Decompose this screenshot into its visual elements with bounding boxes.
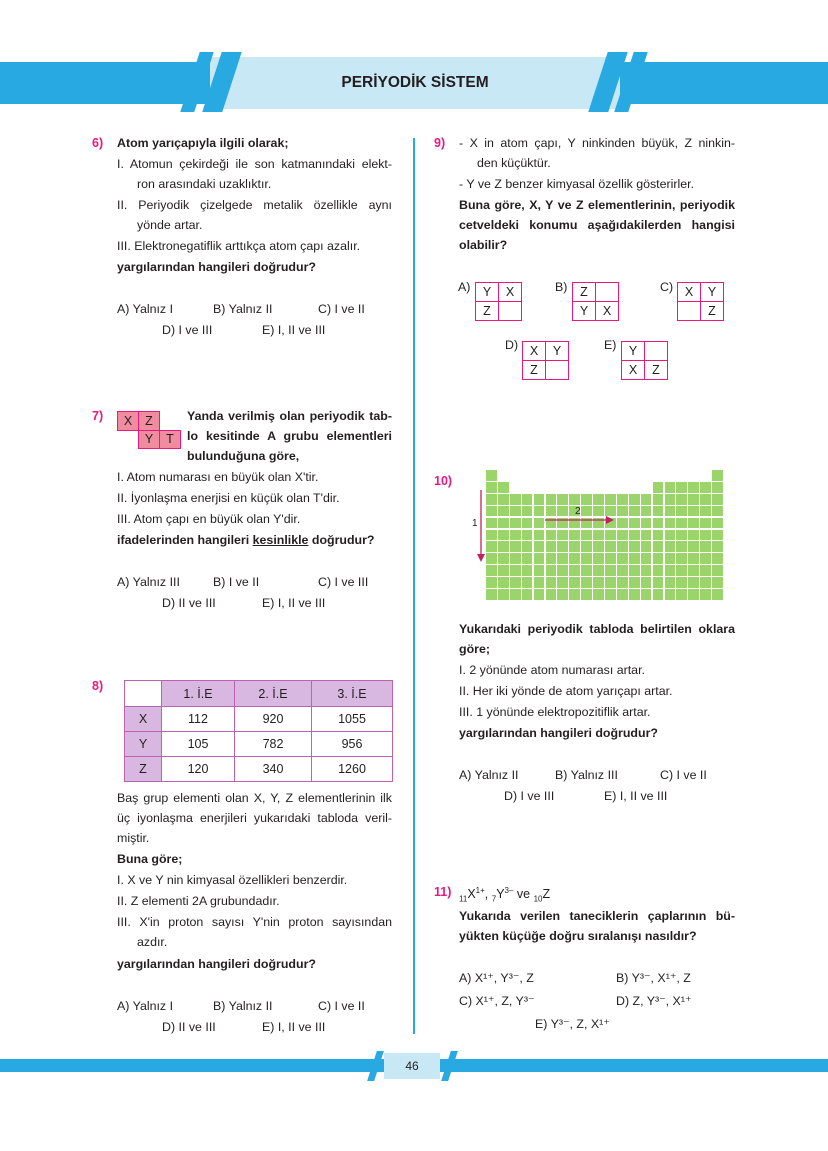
q9-option-d-grid[interactable] bbox=[522, 341, 569, 380]
q9-grid-cell bbox=[645, 342, 668, 361]
q9-grid-cell bbox=[499, 302, 522, 321]
q9-option-c-grid[interactable] bbox=[677, 282, 724, 321]
q10-statement-1: I. 2 yönünde atom numarası artar. bbox=[459, 663, 645, 677]
q9-question-3: olabilir? bbox=[459, 238, 508, 252]
q7-question-emphasis: kesinlikle bbox=[252, 533, 309, 547]
q6-statement-2: II. Periyodik çizelgede metalik özellikle aynı bbox=[117, 198, 392, 212]
q9-grid-cell: Z bbox=[476, 302, 499, 321]
q11-option-d[interactable]: D) Z, Y³⁻, X¹⁺ bbox=[616, 994, 692, 1008]
q7-statement-3: III. Atom çapı en büyük olan Y'dir. bbox=[117, 512, 301, 526]
q9-grid-cell: Y bbox=[622, 342, 645, 361]
q8-question: yargılarından hangileri doğrudur? bbox=[117, 957, 316, 971]
q11-y-charge: 3– bbox=[504, 886, 514, 895]
q6-statement-3: III. Elektronegatiflik arttıkça atom çapı azalır. bbox=[117, 239, 361, 253]
q7-option-d[interactable]: D) II ve III bbox=[162, 596, 216, 610]
q10-number: 10) bbox=[434, 474, 453, 488]
q9-grid-cell: Y bbox=[546, 342, 569, 361]
q8-option-b[interactable]: B) Yalnız II bbox=[213, 999, 273, 1013]
q6-option-a[interactable]: A) Yalnız I bbox=[117, 302, 174, 316]
q9-grid-cell: X bbox=[678, 283, 701, 302]
q8-cell: 112 bbox=[162, 707, 235, 732]
q7-cell-empty bbox=[118, 430, 139, 448]
q11-y-atomic-number: 7 bbox=[491, 894, 497, 904]
q6-statement-1-cont: ron arasındaki uzaklıktır. bbox=[137, 177, 272, 191]
q11-x-atomic-number: 11 bbox=[459, 894, 468, 904]
q10-statement-3: III. 1 yönünde elektropozitiflik artar. bbox=[459, 705, 651, 719]
q8-cell: 120 bbox=[162, 757, 235, 782]
q9-grid-cell: X bbox=[523, 342, 546, 361]
q11-question-2: yükten küçüğe doğru sıralanışı nasıldır? bbox=[459, 929, 697, 943]
q10-arrows bbox=[460, 470, 730, 600]
q8-statement-3: III. X'in proton sayısı Y'nin proton sayısından bbox=[117, 915, 392, 929]
q7-question-pre: ifadelerinden hangileri bbox=[117, 533, 253, 547]
q11-species: $_{11}X^{1+}$, $_7Y^{3-}$ ve $_{10}$Z bbox=[459, 886, 551, 904]
q8-header: 1. İ.E bbox=[162, 681, 235, 707]
q8-cell: 920 bbox=[235, 707, 312, 732]
q11-question-1: Yukarıda verilen taneciklerin çaplarının bü- bbox=[459, 909, 735, 923]
q10-question: yargılarından hangileri doğrudur? bbox=[459, 726, 658, 740]
q9-option-d-label[interactable]: D) bbox=[505, 338, 519, 352]
q7-cell: T bbox=[160, 430, 181, 448]
q7-statement-2: II. İyonlaşma enerjisi en küçük olan T'dir. bbox=[117, 491, 340, 505]
q8-cell: 782 bbox=[235, 732, 312, 757]
q11-ve: ve bbox=[516, 887, 531, 902]
q9-grid-cell: Z bbox=[573, 283, 596, 302]
q8-description-2: üç iyonlaşma enerjileri yukarıdaki tabloda veril- bbox=[117, 811, 392, 825]
q11-option-c[interactable]: C) X¹⁺, Z, Y³⁻ bbox=[459, 994, 535, 1008]
q9-option-b-grid[interactable] bbox=[572, 282, 619, 321]
q9-grid-cell: Z bbox=[645, 361, 668, 380]
q8-row-label: Y bbox=[125, 732, 162, 757]
page-number: 46 bbox=[405, 1059, 419, 1073]
q6-stem: Atom yarıçapıyla ilgili olarak; bbox=[117, 136, 289, 150]
q10-option-b[interactable]: B) Yalnız III bbox=[555, 768, 618, 782]
q7-question-post: doğrudur? bbox=[308, 533, 375, 547]
q8-buna: Buna göre; bbox=[117, 852, 183, 866]
q9-grid-cell bbox=[678, 302, 701, 321]
arrow-1-head-icon bbox=[477, 554, 485, 562]
q6-statement-2-cont: yönde artar. bbox=[137, 218, 203, 232]
q10-question-1: Yukarıdaki periyodik tabloda belirtilen oklara bbox=[459, 622, 735, 636]
q9-bullet-1-cont: den küçüktür. bbox=[477, 156, 551, 170]
q9-option-e-grid[interactable] bbox=[621, 341, 668, 380]
q7-option-c[interactable]: C) I ve III bbox=[318, 575, 369, 589]
q9-grid-cell bbox=[596, 283, 619, 302]
q10-arrow-2-label: 2 bbox=[575, 506, 581, 517]
q8-statement-2: II. Z elementi 2A grubundadır. bbox=[117, 894, 280, 908]
q10-option-a[interactable]: A) Yalnız II bbox=[459, 768, 519, 782]
q9-question-2: cetveldeki konumu aşağıdakilerden hangisi bbox=[459, 218, 735, 232]
q11-option-e[interactable]: E) Y³⁻, Z, X¹⁺ bbox=[535, 1017, 610, 1031]
q9-grid-cell: Z bbox=[701, 302, 724, 321]
q6-statement-1: I. Atomun çekirdeği ile son katmanındaki elekt- bbox=[117, 157, 392, 171]
column-divider bbox=[413, 138, 415, 1034]
q9-grid-cell: Y bbox=[573, 302, 596, 321]
q9-number: 9) bbox=[434, 136, 446, 150]
q8-cell: 105 bbox=[162, 732, 235, 757]
q9-option-a-grid[interactable] bbox=[475, 282, 522, 321]
q9-grid-cell: Y bbox=[701, 283, 724, 302]
q8-ionization-table bbox=[124, 680, 393, 782]
q8-header: 3. İ.E bbox=[312, 681, 393, 707]
q10-option-e[interactable]: E) I, II ve III bbox=[604, 789, 668, 803]
q7-option-e[interactable]: E) I, II ve III bbox=[262, 596, 326, 610]
q11-x-charge: 1+ bbox=[475, 886, 485, 895]
q9-option-e-label[interactable]: E) bbox=[604, 338, 617, 352]
q11-z-atomic-number: 10 bbox=[533, 894, 543, 904]
q9-bullet-2: - Y ve Z benzer kimyasal özellik gösterirler. bbox=[459, 177, 695, 191]
q11-option-b[interactable]: B) Y³⁻, X¹⁺, Z bbox=[616, 971, 691, 985]
q9-grid-cell: X bbox=[622, 361, 645, 380]
q6-number: 6) bbox=[92, 136, 104, 150]
q11-y-symbol: Y bbox=[496, 887, 505, 902]
q7-cell: Z bbox=[139, 412, 160, 431]
q6-option-c[interactable]: C) I ve II bbox=[318, 302, 365, 316]
q8-header: 2. İ.E bbox=[235, 681, 312, 707]
q11-option-a[interactable]: A) X¹⁺, Y³⁻, Z bbox=[459, 971, 534, 985]
q8-cell: 956 bbox=[312, 732, 393, 757]
q8-option-c[interactable]: C) I ve II bbox=[318, 999, 365, 1013]
q9-option-b-label[interactable]: B) bbox=[555, 280, 568, 294]
q8-statement-3-cont: azdır. bbox=[137, 935, 168, 949]
q11-z-symbol: Z bbox=[542, 887, 551, 902]
q10-question-2: göre; bbox=[459, 642, 490, 656]
q7-statement-1: I. Atom numarası en büyük olan X'tir. bbox=[117, 470, 319, 484]
q6-option-e[interactable]: E) I, II ve III bbox=[262, 323, 326, 337]
q9-grid-cell: Z bbox=[523, 361, 546, 380]
q8-option-a[interactable]: A) Yalnız I bbox=[117, 999, 174, 1013]
q10-statement-2: II. Her iki yönde de atom yarıçapı artar. bbox=[459, 684, 673, 698]
q7-intro-3: bulunduğuna göre, bbox=[187, 449, 300, 463]
q6-option-d[interactable]: D) I ve III bbox=[162, 323, 213, 337]
q8-description-3: miştir. bbox=[117, 831, 150, 845]
q9-option-a-label[interactable]: A) bbox=[458, 280, 471, 294]
q7-cell-empty bbox=[160, 412, 181, 431]
q10-option-d[interactable]: D) I ve III bbox=[504, 789, 555, 803]
q9-question-1: Buna göre, X, Y ve Z elementlerinin, periyodik bbox=[459, 198, 735, 212]
q7-cell: X bbox=[118, 412, 139, 431]
page-title: PERİYODİK SİSTEM bbox=[341, 74, 489, 91]
q8-cell: 1055 bbox=[312, 707, 393, 732]
q8-row-label: Z bbox=[125, 757, 162, 782]
q6-option-b[interactable]: B) Yalnız II bbox=[213, 302, 273, 316]
q8-cell: 340 bbox=[235, 757, 312, 782]
arrow-2-head-icon bbox=[606, 516, 614, 524]
q7-option-b[interactable]: B) I ve II bbox=[213, 575, 260, 589]
q11-number: 11) bbox=[434, 885, 452, 899]
q9-grid-cell: X bbox=[596, 302, 619, 321]
q7-periodic-fragment bbox=[117, 411, 181, 449]
q10-arrow-1-label: 1 bbox=[472, 518, 478, 529]
q7-intro-2: lo kesitinde A grubu elementleri bbox=[187, 429, 392, 443]
q9-grid-cell: Y bbox=[476, 283, 499, 302]
q6-question: yargılarından hangileri doğrudur? bbox=[117, 260, 316, 274]
q8-description-1: Baş grup elementi olan X, Y, Z elementlerinin ilk bbox=[117, 791, 392, 805]
q9-bullet-1: - X in atom çapı, Y ninkinden büyük, Z ninkin- bbox=[459, 136, 735, 150]
q11-x-symbol: X bbox=[467, 887, 476, 902]
q8-option-d[interactable]: D) II ve III bbox=[162, 1020, 216, 1034]
q8-row-label: X bbox=[125, 707, 162, 732]
q10-option-c[interactable]: C) I ve II bbox=[660, 768, 707, 782]
q8-header-blank bbox=[125, 681, 162, 707]
q9-grid-cell: X bbox=[499, 283, 522, 302]
q7-cell: Y bbox=[139, 430, 160, 448]
q7-number: 7) bbox=[92, 409, 104, 423]
q8-number: 8) bbox=[92, 679, 104, 693]
q8-cell: 1260 bbox=[312, 757, 393, 782]
q7-intro-1: Yanda verilmiş olan periyodik tab- bbox=[187, 409, 392, 423]
q9-option-c-label[interactable]: C) bbox=[660, 280, 674, 294]
q8-statement-1: I. X ve Y nin kimyasal özellikleri benzerdir. bbox=[117, 873, 348, 887]
q7-question bbox=[117, 533, 375, 548]
q8-option-e[interactable]: E) I, II ve III bbox=[262, 1020, 326, 1034]
q7-option-a[interactable]: A) Yalnız III bbox=[117, 575, 180, 589]
q9-grid-cell bbox=[546, 361, 569, 380]
